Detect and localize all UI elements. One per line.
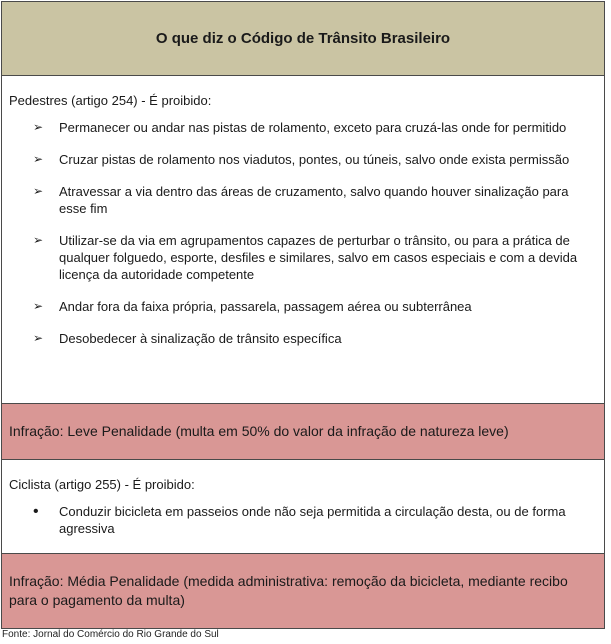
- pedestres-section: [2, 76, 604, 404]
- list-item: [9, 232, 596, 283]
- pedestres-list: [9, 119, 596, 347]
- arrow-bullet-icon: ➢: [33, 184, 44, 198]
- list-item-text: Utilizar-se da via em agrupamentos capazes de perturbar o trânsito, ou para a prática de qualquer folguedo, esporte, desfiles e similares, salvo em casos especiais e com a devida licença da autoridade competente: [59, 233, 578, 282]
- list-item-text: Conduzir bicicleta em passeios onde não seja permitida a circulação desta, ou de forma agressiva: [59, 504, 566, 536]
- list-item: [9, 298, 596, 315]
- list-item: [9, 330, 596, 347]
- pedestres-intro: Pedestres (artigo 254) - É proibido:: [9, 93, 212, 108]
- arrow-bullet-icon: ➢: [33, 233, 44, 247]
- traffic-code-table: [1, 1, 605, 629]
- list-item-text: Cruzar pistas de rolamento nos viadutos, pontes, ou túneis, salvo onde exista permissão: [59, 152, 570, 167]
- arrow-bullet-icon: ➢: [33, 331, 44, 345]
- infraction-media-row: [2, 554, 604, 628]
- list-item: [9, 503, 596, 537]
- list-item-text: Permanecer ou andar nas pistas de rolamento, exceto para cruzá-las onde for permitido: [59, 120, 567, 135]
- arrow-bullet-icon: ➢: [33, 120, 44, 134]
- infraction-leve-row: [2, 404, 604, 460]
- page-title: O que diz o Código de Trânsito Brasileiro: [155, 30, 451, 47]
- arrow-bullet-icon: ➢: [33, 299, 44, 313]
- dot-bullet-icon: •: [33, 503, 39, 520]
- infraction-leve-text: Infração: Leve Penalidade (multa em 50% do valor da infração de natureza leve): [9, 423, 509, 439]
- list-item-text: Atravessar a via dentro das áreas de cruzamento, salvo quando houver sinalização para esse fim: [59, 184, 569, 216]
- list-item-text: Andar fora da faixa própria, passarela, passagem aérea ou subterrânea: [59, 299, 472, 314]
- list-item-text: Desobedecer à sinalização de trânsito específica: [59, 331, 342, 346]
- table-header: [2, 2, 604, 76]
- source-caption: Fonte: Jornal do Comércio do Rio Grande do Sul: [2, 629, 219, 640]
- infraction-media-text: Infração: Média Penalidade (medida administrativa: remoção da bicicleta, mediante recibo para o pagamento da multa): [9, 573, 568, 608]
- ciclista-section: [2, 460, 604, 554]
- ciclista-intro: Ciclista (artigo 255) - É proibido:: [9, 477, 195, 492]
- arrow-bullet-icon: ➢: [33, 152, 44, 166]
- list-item: [9, 183, 596, 217]
- ciclista-list: [9, 503, 596, 537]
- list-item: [9, 151, 596, 168]
- list-item: [9, 119, 596, 136]
